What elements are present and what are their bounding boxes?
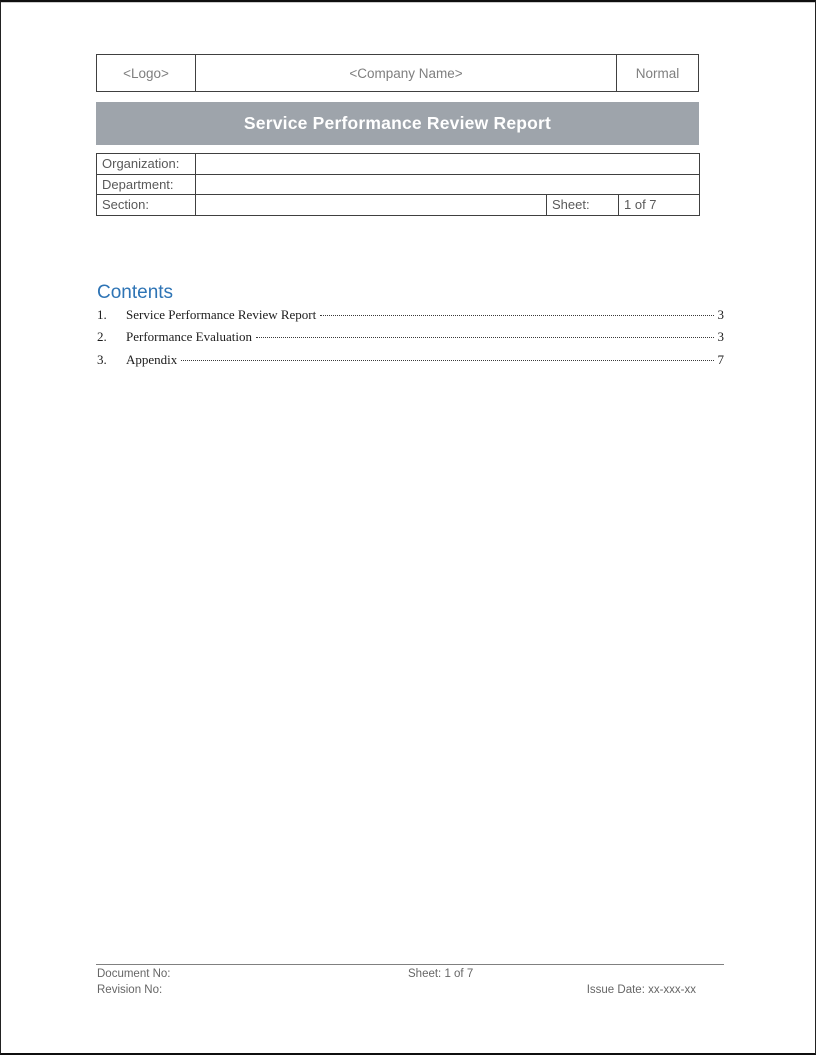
footer-issue-date: Issue Date: xx-xxx-xx xyxy=(586,984,696,996)
section-row xyxy=(97,195,700,216)
sheet-value: 1 of 7 xyxy=(619,195,700,216)
sheet-label: Sheet: xyxy=(547,195,619,216)
section-value-field[interactable] xyxy=(196,195,547,216)
header-table xyxy=(96,54,699,92)
toc-entry-title: Appendix xyxy=(126,351,178,367)
document-info-table xyxy=(96,153,700,216)
footer-revision-no-label: Revision No: xyxy=(97,984,163,996)
table-of-contents xyxy=(97,307,724,374)
toc-entry-number: 3. xyxy=(97,351,107,367)
organization-value-field[interactable] xyxy=(196,154,700,175)
toc-entry-appendix[interactable] xyxy=(97,352,724,374)
footer-sheet-info: Sheet: 1 of 7 xyxy=(408,968,474,980)
toc-entry-number: 1. xyxy=(97,307,107,322)
footer-document-no-label: Document No: xyxy=(97,968,171,980)
department-label: Department: xyxy=(97,174,196,195)
toc-entry-page-number: 3 xyxy=(717,329,724,345)
toc-entry-page-number: 7 xyxy=(717,351,724,367)
toc-dot-leader xyxy=(320,315,714,316)
footer-divider xyxy=(96,964,724,965)
classification-label: Normal xyxy=(635,65,680,81)
department-row xyxy=(97,174,700,195)
section-label: Section: xyxy=(97,195,196,216)
toc-entry-service-performance-review-report[interactable] xyxy=(97,307,724,329)
toc-entry-title: Performance Evaluation xyxy=(126,329,252,345)
company-name-placeholder: <Company Name> xyxy=(196,55,617,91)
department-value-field[interactable] xyxy=(196,174,700,195)
toc-entry-performance-evaluation[interactable] xyxy=(97,329,724,351)
document-title-banner: Service Performance Review Report xyxy=(96,102,699,145)
logo-placeholder: <Logo> xyxy=(97,55,196,91)
toc-dot-leader xyxy=(256,337,714,338)
toc-entry-number: 2. xyxy=(97,329,107,345)
toc-entry-title: Service Performance Review Report xyxy=(126,307,317,322)
organization-label: Organization: xyxy=(97,154,196,175)
organization-row xyxy=(97,154,700,175)
toc-entry-page-number: 3 xyxy=(717,307,724,322)
toc-dot-leader xyxy=(181,360,714,361)
contents-heading: Contents xyxy=(97,282,174,303)
